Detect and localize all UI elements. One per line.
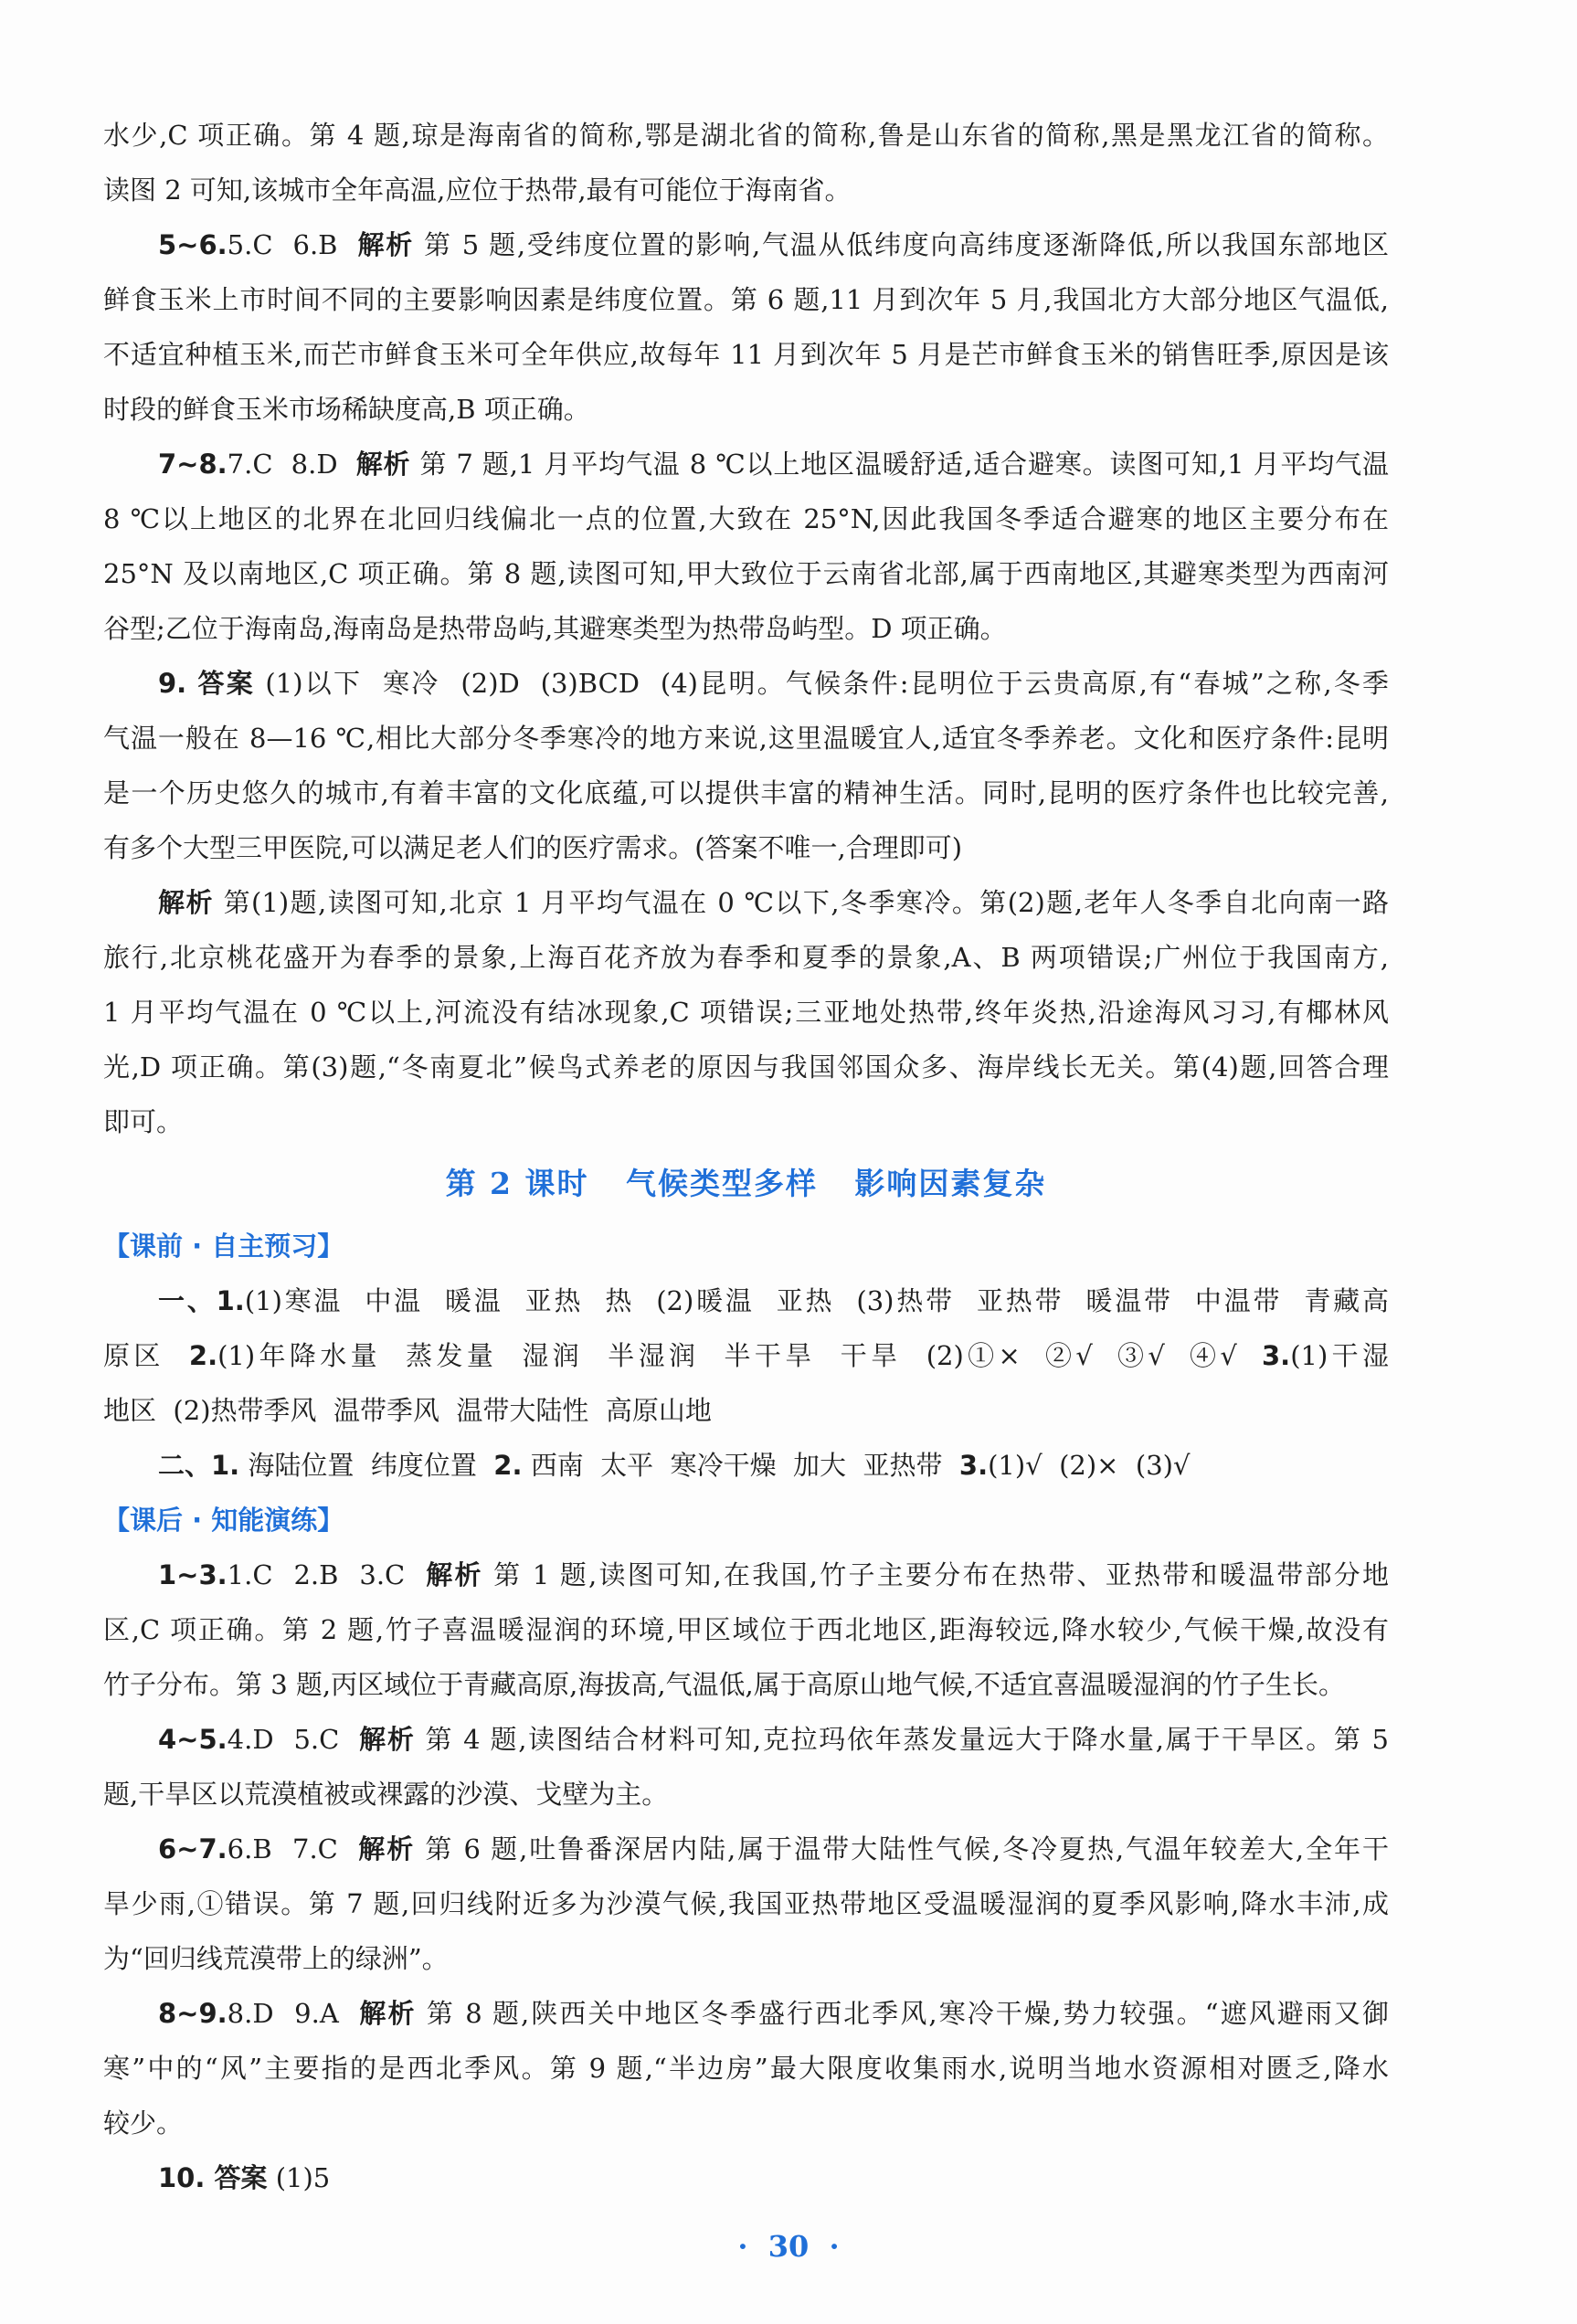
text-line: [103, 491, 1389, 546]
answer-text: 1.C 2.B 3.C: [227, 1559, 427, 1590]
answer-text: 有多个大型三甲医院,可以满足老人们的医疗需求。(答案不唯一,合理即可): [103, 832, 963, 863]
answer-text: 时段的鲜食玉米市场稀缺度高,B 项正确。: [103, 394, 590, 425]
answer-text: 8 ℃以上地区的北界在北回归线偏北一点的位置,大致在 25°N,因此我国冬季适合避寒的地区主要分布在: [103, 503, 1389, 534]
text-line: [103, 1931, 1389, 1986]
answer-text: 鲜食玉米上市时间不同的主要影响因素是纬度位置。第 6 题,11 月到次年 5 月,我国北方大部分地区气温低,: [103, 284, 1389, 315]
text-line: [103, 437, 1389, 491]
text-line: [103, 1986, 1389, 2041]
answer-label: 解析: [355, 449, 411, 480]
text-line: [103, 1657, 1389, 1712]
text-line: [103, 217, 1389, 272]
answer-text: 1 月平均气温在 0 ℃以上,河流没有结冰现象,C 项错误;三亚地处热带,终年炎热,沿途海风习习,有椰林风: [103, 997, 1389, 1028]
answer-paragraph: [103, 1548, 1389, 1712]
answer-paragraph: [103, 437, 1389, 656]
answer-text: (1)以下 寒冷 (2)D (3)BCD (4)昆明。气候条件:昆明位于云贵高原,有“春城”之称,冬季: [254, 668, 1389, 699]
text-line: [103, 1548, 1389, 1602]
answer-paragraph: [103, 1438, 1389, 1493]
text-line: [103, 2041, 1389, 2096]
text-line: [103, 875, 1389, 930]
answer-text: 第 4 题,读图结合材料可知,克拉玛依年蒸发量远大于降水量,属于干旱区。第 5: [415, 1724, 1389, 1755]
answer-paragraph: [103, 217, 1389, 437]
text-line: [103, 327, 1389, 382]
answer-paragraph: [103, 1822, 1389, 1986]
text-line: [103, 601, 1389, 656]
lesson-title: 第 2 课时 气候类型多样 影响因素复杂: [445, 1166, 1047, 1201]
answer-text: 水少,C 项正确。第 4 题,琼是海南省的简称,鄂是湖北省的简称,鲁是山东省的简称,黑是黑龙江省的简称。: [103, 120, 1389, 151]
answer-paragraph: [103, 2150, 1389, 2205]
answer-text: 即可。: [103, 1106, 184, 1137]
answer-label: 解析: [359, 1724, 416, 1755]
text-line: [103, 766, 1389, 820]
answer-label: 解析: [357, 229, 414, 260]
text-line: [103, 656, 1389, 711]
answer-label: 3.: [958, 1450, 989, 1481]
answer-text: (1)干湿: [1290, 1340, 1389, 1371]
answer-text: 竹子分布。第 3 题,丙区域位于青藏高原,海拔高,气温低,属于高原山地气候,不适宜喜温暖湿润的竹子生长。: [103, 1669, 1345, 1700]
text-line: [103, 382, 1389, 437]
answer-paragraph: [103, 1273, 1389, 1438]
answer-label: 8~9.: [158, 1998, 228, 2029]
answer-page-body: [103, 108, 1389, 2205]
answer-text: 较少。: [103, 2107, 184, 2139]
answer-text: 第 8 题,陕西关中地区冬季盛行西北季风,寒冷干燥,势力较强。“遮风避雨又御: [416, 1998, 1389, 2029]
answer-label: 10. 答案: [158, 2162, 268, 2193]
answer-text: 4.D 5.C: [227, 1724, 360, 1755]
text-line: [103, 820, 1389, 875]
answer-label: 解析: [158, 887, 214, 918]
answer-text: 第 5 题,受纬度位置的影响,气温从低纬度向高纬度逐渐降低,所以我国东部地区: [413, 229, 1389, 260]
text-line: [103, 1438, 1389, 1493]
text-line: [103, 1822, 1389, 1876]
text-line: [103, 272, 1389, 327]
answer-label: 二、1.: [158, 1450, 240, 1481]
answer-text: 25°N 及以南地区,C 项正确。第 8 题,读图可知,甲大致位于云南省北部,属于西南地区,其避寒类型为西南河: [103, 558, 1389, 589]
answer-paragraph: [103, 875, 1389, 1149]
answer-text: 不适宜种植玉米,而芒市鲜食玉米可全年供应,故每年 11 月到次年 5 月是芒市鲜食玉米的销售旺季,原因是该: [103, 339, 1389, 370]
answer-text: (1)5: [267, 2162, 331, 2193]
answer-label: 解析: [358, 1833, 416, 1864]
answer-text: (1)寒温 中温 暖温 亚热 热 (2)暖温 亚热 (3)热带 亚热带 暖温带 中温带 青藏高: [244, 1285, 1389, 1316]
answer-label: 解析: [359, 1998, 417, 2029]
text-line: [103, 2096, 1389, 2150]
answer-text: 第 1 题,读图可知,在我国,竹子主要分布在热带、亚热带和暖温带部分地: [482, 1559, 1389, 1590]
text-line: [103, 1602, 1389, 1657]
answer-text: 5.C 6.B: [227, 229, 358, 260]
answer-label: 4~5.: [158, 1724, 228, 1755]
answer-label: 1~3.: [158, 1559, 228, 1590]
answer-label: 一、1.: [158, 1285, 245, 1316]
section-header: 【课前 · 自主预习】: [103, 1231, 344, 1262]
text-line: [103, 1328, 1389, 1383]
text-line: [103, 2150, 1389, 2205]
answer-text: 寒”中的“风”主要指的是西北季风。第 9 题,“半边房”最大限度收集雨水,说明当地水资源相对匮乏,降水: [103, 2053, 1389, 2084]
answer-text: 6.B 7.C: [227, 1833, 359, 1864]
answer-label: 9. 答案: [158, 668, 255, 699]
text-line: [103, 930, 1389, 985]
answer-text: (1)√ (2)× (3)√: [988, 1450, 1191, 1481]
answer-text: 7.C 8.D: [227, 449, 356, 480]
answer-text: 旅行,北京桃花盛开为春季的景象,上海百花齐放为春季和夏季的景象,A、B 两项错误;广州位于我国南方,: [103, 942, 1389, 973]
answer-text: 为“回归线荒漠带上的绿洲”。: [103, 1943, 449, 1974]
answer-text: 气温一般在 8—16 ℃,相比大部分冬季寒冷的地方来说,这里温暖宜人,适宜冬季养老。文化和医疗条件:昆明: [103, 723, 1389, 754]
text-line: [103, 1767, 1389, 1822]
answer-text: 谷型;乙位于海南岛,海南岛是热带岛屿,其避寒类型为热带岛屿型。D 项正确。: [103, 613, 1007, 644]
answer-label: 3.: [1261, 1340, 1291, 1371]
text-line: [103, 711, 1389, 766]
answer-text: 第 7 题,1 月平均气温 8 ℃以上地区温暖舒适,适合避寒。读图可知,1 月平均气温: [410, 449, 1389, 480]
answer-text: 旱少雨,①错误。第 7 题,回归线附近多为沙漠气候,我国亚热带地区受温暖湿润的夏季风影响,降水丰沛,成: [103, 1888, 1389, 1919]
answer-text: 第(1)题,读图可知,北京 1 月平均气温在 0 ℃以下,冬季寒冷。第(2)题,老年人冬季自北向南一路: [213, 887, 1389, 918]
answer-text: 光,D 项正确。第(3)题,“冬南夏北”候鸟式养老的原因与我国邻国众多、海岸线长无关。第(4)题,回答合理: [103, 1051, 1389, 1083]
answer-paragraph: [103, 1712, 1389, 1822]
text-line: [103, 985, 1389, 1040]
answer-text: 是一个历史悠久的城市,有着丰富的文化底蕴,可以提供丰富的精神生活。同时,昆明的医疗条件也比较完善,: [103, 777, 1389, 808]
text-line: [103, 1273, 1389, 1328]
answer-text: 区,C 项正确。第 2 题,竹子喜温暖湿润的环境,甲区域位于西北地区,距海较远,降水较少,气候干燥,故没有: [103, 1614, 1389, 1645]
text-line: [103, 1094, 1389, 1149]
answer-label: 2.: [493, 1450, 523, 1481]
answer-text: 地区 (2)热带季风 温带季风 温带大陆性 高原山地: [103, 1395, 712, 1426]
answer-paragraph: [103, 108, 1389, 217]
answer-label: 解析: [426, 1559, 483, 1590]
answer-text: 海陆位置 纬度位置: [239, 1450, 494, 1481]
text-line: [103, 108, 1389, 163]
answer-text: (1)年降水量 蒸发量 湿润 半湿润 半干旱 干旱 (2)①× ②√ ③√ ④√: [217, 1340, 1262, 1371]
section-header: 【课后 · 知能演练】: [103, 1505, 344, 1536]
answer-paragraph: [103, 656, 1389, 875]
answer-text: 原区: [103, 1340, 189, 1371]
text-line: [103, 546, 1389, 601]
answer-label: 7~8.: [158, 449, 228, 480]
answer-text: 第 6 题,吐鲁番深居内陆,属于温带大陆性气候,冬冷夏热,气温年较差大,全年干: [415, 1833, 1389, 1864]
answer-paragraph: [103, 1986, 1389, 2150]
answer-text: 西南 太平 寒冷干燥 加大 亚热带: [522, 1450, 959, 1481]
text-line: [103, 1383, 1389, 1438]
text-line: [103, 163, 1389, 217]
answer-text: 题,干旱区以荒漠植被或裸露的沙漠、戈壁为主。: [103, 1779, 669, 1810]
page-number: · 30 ·: [737, 2229, 840, 2264]
answer-label: 6~7.: [158, 1833, 228, 1864]
answer-text: 8.D 9.A: [227, 1998, 360, 2029]
text-line: [103, 1040, 1389, 1094]
answer-label: 5~6.: [158, 229, 228, 260]
text-line: [103, 1876, 1389, 1931]
text-line: [103, 1712, 1389, 1767]
answer-text: 读图 2 可知,该城市全年高温,应位于热带,最有可能位于海南省。: [103, 174, 852, 206]
answer-label: 2.: [188, 1340, 218, 1371]
